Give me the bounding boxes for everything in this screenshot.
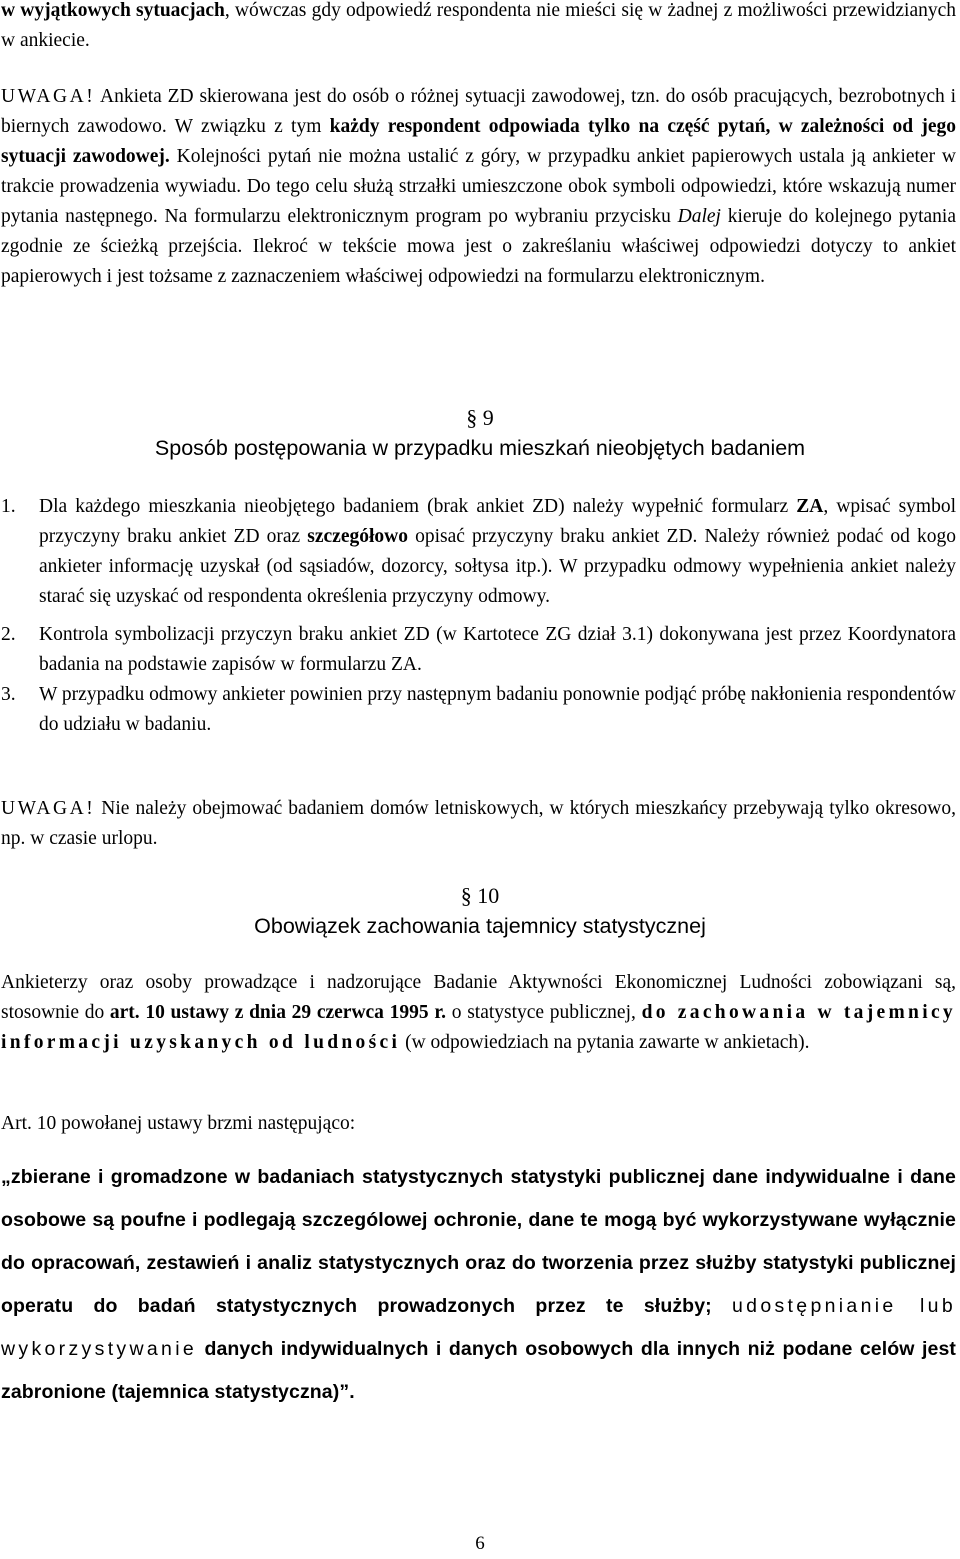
list-item-bold: szczegółowo [307, 526, 408, 547]
s10-bold-1: art. 10 ustawy z dnia 29 czerwca 1995 r. [109, 1002, 447, 1023]
list-item-number: 1. [1, 496, 16, 517]
page-number: 6 [475, 1533, 485, 1554]
uwaga-2-paragraph [1, 794, 956, 854]
list-item [1, 680, 956, 740]
list-item-text: opisać przyczyny braku ankiet ZD. Należy również podać od kogo ankieter informację uzyskał (od sąsiadów, dozorcy, sołtysa itp.). W przypadku odmowy wypełnienia ankiet należy starać się uzyskać od respondenta określenia przyczyny odmowy. [39, 526, 956, 607]
section-10-title: Obowiązek zachowania tajemnicy statystycznej [254, 914, 706, 938]
article-intro: Art. 10 powołanej ustawy brzmi następująco: [1, 1113, 356, 1134]
list-item-text: W przypadku odmowy ankieter powinien przy następnym badaniu ponownie podjąć próbę nakłonienia respondentów do udziału w badaniu. [39, 684, 956, 735]
uwaga-italic: Dalej [677, 206, 721, 227]
section-10-paragraph [1, 968, 956, 1058]
uwaga-paragraph [1, 82, 956, 292]
list-item-text: Dla każdego mieszkania nieobjętego badaniem (brak ankiet ZD) należy wypełnić formularz [39, 496, 797, 517]
s10-bold-spaced: do zachowania w tajemnicy informacji uzyskanych od ludności [1, 1002, 956, 1053]
list-item-number: 2. [1, 624, 16, 645]
intro-bold: w wyjątkowych sytuacjach [1, 0, 225, 21]
section-10-symbol: § 10 [460, 883, 500, 908]
uwaga-text-2: Kolejności pytań nie można ustalić z góry, w przypadku ankiet papierowych ustala ją ankieter w trakcie prowadzenia wywiadu. Do tego celu służą strzałki umieszczone obok symboli odpowiedzi, które wskazują numer pytania następnego. Na formularzu elektronicznym program po wybraniu przycisku [1, 146, 956, 227]
list-item-text: , wpisać symbol przyczyny braku ankiet ZD oraz [39, 496, 956, 547]
uwaga-2-text: Nie należy obejmować badaniem domów letniskowych, w których mieszkańcy przebywają tylko okresowo, np. w czasie urlopu. [1, 798, 956, 849]
uwaga-text-3: kieruje do kolejnego pytania zgodnie ze ścieżką przejścia. Ilekroć w tekście mowa jest o zakreślaniu właściwej odpowiedzi dotyczy to ankiet papierowych i jest tożsame z zaznaczeniem właściwej odpowiedzi na formularzu elektronicznym. [1, 206, 956, 287]
list-item-text: Kontrola symbolizacji przyczyn braku ankiet ZD (w Kartotece ZG dział 3.1) dokonywana jest przez Koordynatora badania na podstawie zapisów w formularzu ZA. [39, 624, 956, 675]
list-item [1, 492, 956, 612]
section-9-symbol: § 9 [466, 405, 494, 430]
list-item-number: 3. [1, 684, 16, 705]
uwaga-2-label: UWAGA! [1, 798, 96, 819]
s10-text-2: o statystyce publicznej, [446, 1002, 642, 1023]
uwaga-label: UWAGA! [1, 86, 96, 107]
list-item-bold: ZA [796, 496, 824, 517]
article-quote [1, 1156, 956, 1415]
section-9-list [1, 492, 956, 740]
uwaga-bold: każdy respondent odpowiada tylko na część pytań, w zależności od jego sytuacji zawodowej. [1, 116, 956, 167]
uwaga-text-1: Ankieta ZD skierowana jest do osób o różnej sytuacji zawodowej, tzn. do osób pracujących, bezrobotnych i biernych zawodowo. W związku z tym [1, 86, 956, 137]
section-9-title: Sposób postępowania w przypadku mieszkań nieobjętych badaniem [154, 436, 806, 460]
list-item [1, 620, 956, 680]
intro-paragraph [1, 0, 956, 56]
s10-text-3: (w odpowiedziach na pytania zawarte w ankietach). [400, 1032, 810, 1053]
intro-text: , wówczas gdy odpowiedź respondenta nie mieści się w żadnej z możliwości przewidzianych w ankiecie. [1, 0, 957, 51]
quote-text-2: danych indywidualnych i danych osobowych dla innych niż podane celów jest zabronione (tajemnica statystyczna)”. [1, 1338, 956, 1404]
quote-spaced: udostępnianie lub wykorzystywanie [1, 1295, 957, 1361]
quote-text-1: „zbierane i gromadzone w badaniach statystycznych statystyki publicznej dane indywidualne i dane osobowe są poufne i podlegają szczególowej ochronie, dane te mogą być wykorzystywane wyłącznie do opracowań, zestawień i analiz statystycznych oraz do tworzenia przez służby statystyki publicznej operatu do badań statystycznych prowadzonych przez te służby; [1, 1166, 956, 1318]
s10-text-1: Ankieterzy oraz osoby prowadzące i nadzorujące Badanie Aktywności Ekonomicznej Ludności zobowiązani są, stosownie do [1, 972, 956, 1023]
